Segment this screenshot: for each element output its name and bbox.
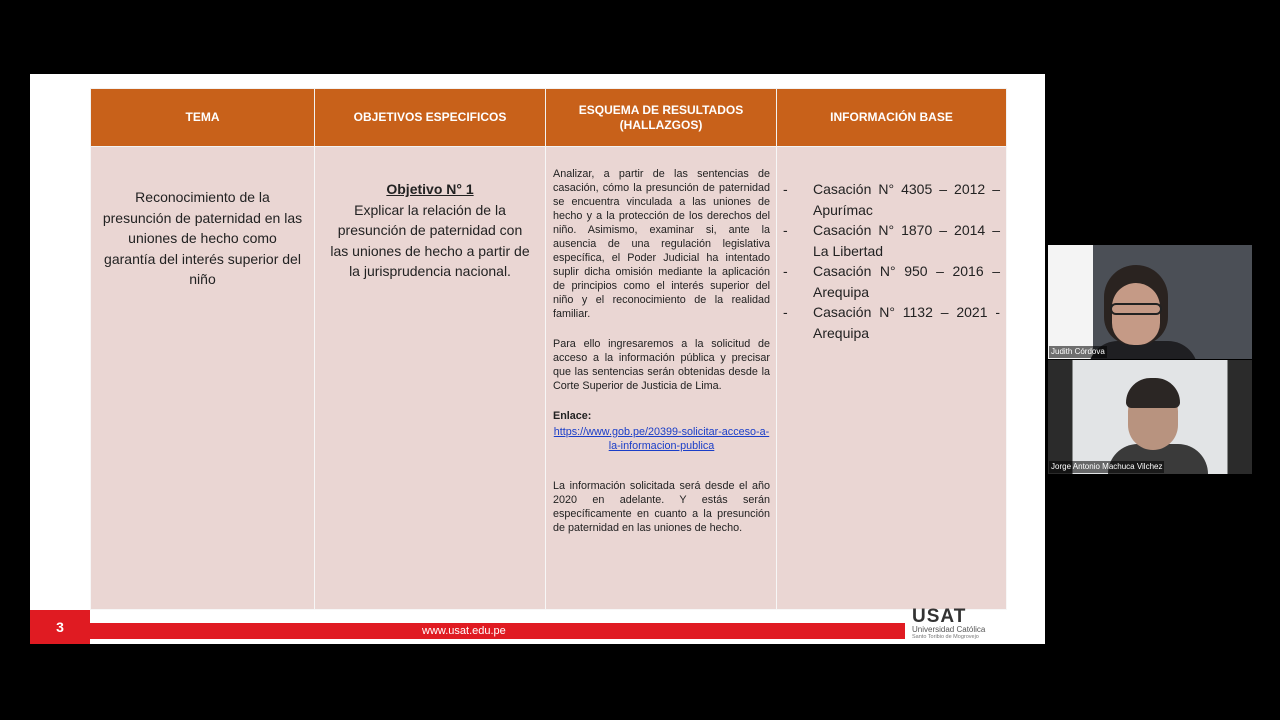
esquema-paragraph-2: Para ello ingresaremos a la solicitud de acceso a la información pública y precisar que las sentencias serán obtenidas desde la Corte Superior de Justicia de Lima.	[553, 338, 770, 392]
informacion-cell	[777, 147, 1007, 610]
casacion-text: Casación N° 950 – 2016 – Arequipa	[813, 263, 1000, 300]
casacion-text: Casación N° 4305 – 2012 – Apurímac	[813, 181, 1000, 218]
objetivo-text: Explicar la relación de la presunción de paternidad con las uniones de hecho a partir de la jurisprudencia nacional.	[330, 201, 530, 279]
list-dash: -	[783, 304, 788, 320]
participant-hair	[1126, 378, 1180, 408]
esquema-cell	[546, 147, 777, 610]
list-dash: -	[783, 181, 788, 197]
participant-name-label: Jorge Antonio Machuca Vilchez	[1051, 462, 1163, 471]
objetivo-title: Objetivo N° 1	[386, 181, 474, 197]
header-informacion: INFORMACIÓN BASE	[777, 89, 1007, 147]
list-item	[783, 302, 1000, 343]
casaciones-list	[783, 179, 1000, 343]
esquema-paragraph-1: Analizar, a partir de las sentencias de casación, cómo la presunción de paternidad se encuentra vinculada a las uniones de hecho y a la protección de los derechos del niño. Asimismo, examinar si, ante la ausencia de una regulación legislativa específica, el Poder Judicial ha intentado suplir dicha omisión mediante la aplicación de principios como el interés superior del niño y el reconocimiento de la realidad familiar.	[553, 168, 770, 320]
list-item	[783, 220, 1000, 261]
participant-name-label: Judith Córdova	[1051, 347, 1105, 356]
logo-university-name: Universidad Católica	[912, 625, 986, 634]
list-dash: -	[783, 222, 788, 238]
casacion-text: Casación N° 1870 – 2014 – La Libertad	[813, 222, 1000, 259]
enlace-link[interactable]: https://www.gob.pe/20399-solicitar-acceso-a-la-informacion-publica	[553, 426, 770, 452]
footer-bar	[90, 623, 905, 639]
participant-video-1[interactable]	[1048, 245, 1252, 359]
list-item	[783, 179, 1000, 220]
table-row	[91, 147, 1007, 610]
presentation-slide	[30, 74, 1045, 644]
list-item	[783, 261, 1000, 302]
table-header-row	[91, 89, 1007, 147]
objetivo-cell	[315, 147, 546, 610]
header-objetivos: OBJETIVOS ESPECIFICOS	[315, 89, 546, 147]
tema-text: Reconocimiento de la presunción de paternidad en las uniones de hecho como garantía del interés superior del niño	[102, 189, 303, 287]
header-tema: TEMA	[91, 89, 315, 147]
logo-university-subname: Santo Toribio de Mogrovejo	[912, 634, 979, 640]
usat-logo	[912, 608, 1012, 641]
participant-video-2[interactable]	[1048, 360, 1252, 474]
list-dash: -	[783, 263, 788, 279]
tema-cell	[91, 147, 315, 610]
results-table	[90, 88, 1007, 610]
enlace-label: Enlace:	[553, 410, 592, 422]
page-number: 3	[30, 610, 90, 644]
header-esquema: ESQUEMA DE RESULTADOS (HALLAZGOS)	[546, 89, 777, 147]
glasses-icon	[1110, 303, 1162, 315]
footer-url: www.usat.edu.pe	[422, 625, 506, 637]
esquema-paragraph-3: La información solicitada será desde el año 2020 en adelante. Y estás serán específicamente en cuanto a la presunción de paternidad en las uniones de hecho.	[553, 480, 770, 534]
casacion-text: Casación N° 1132 – 2021 - Arequipa	[813, 304, 1000, 341]
logo-main-text: USAT	[912, 606, 967, 627]
